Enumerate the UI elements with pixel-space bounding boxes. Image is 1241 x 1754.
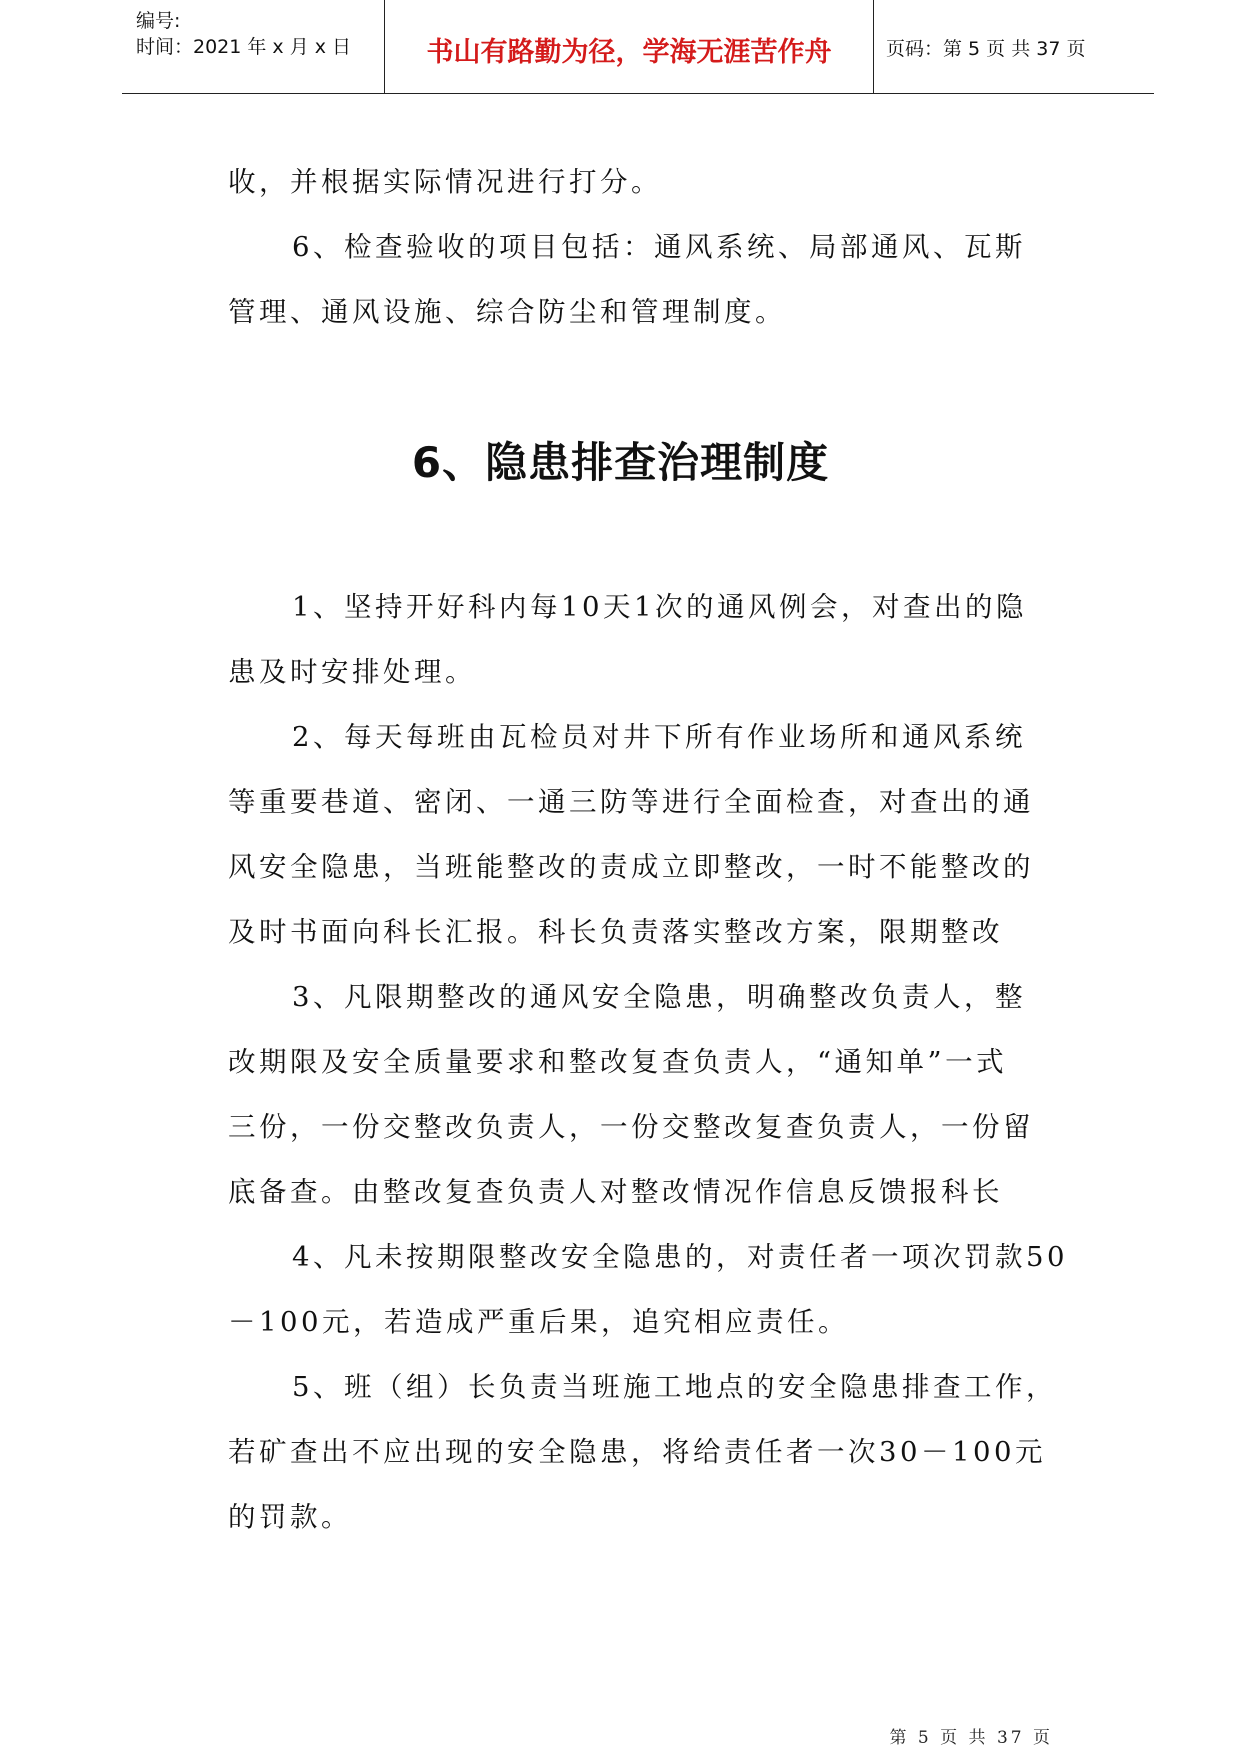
body-line: 6、检查验收的项目包括：通风系统、局部通风、瓦斯 [292, 231, 1026, 263]
body-line: 及时书面向科长汇报。科长负责落实整改方案，限期整改 [228, 916, 1003, 948]
body-line: 底备查。由整改复查负责人对整改情况作信息反馈报科长 [228, 1176, 1003, 1208]
body-line: 的罚款。 [228, 1501, 352, 1533]
header-page-cell [874, 0, 1154, 93]
body-line: 2、每天每班由瓦检员对井下所有作业场所和通风系统 [292, 721, 1026, 753]
body-line: 3、凡限期整改的通风安全隐患，明确整改负责人，整 [292, 981, 1026, 1013]
body-line: 收，并根据实际情况进行打分。 [228, 166, 662, 198]
document-date-label: 时间：2021 年 x 月 x 日 [136, 36, 352, 58]
body-line: 改期限及安全质量要求和整改复查负责人，“通知单”一式 [228, 1046, 1008, 1078]
body-line: 若矿查出不应出现的安全隐患，将给责任者一次30－100元 [228, 1436, 1046, 1468]
body-line: 患及时安排处理。 [228, 656, 476, 688]
header-motto-cell [385, 0, 874, 93]
body-line: 5、班（组）长负责当班施工地点的安全隐患排查工作， [292, 1371, 1057, 1403]
body-line: －100元，若造成严重后果，追究相应责任。 [228, 1306, 849, 1338]
body-line: 4、凡未按期限整改安全隐患的，对责任者一项次罚款50 [292, 1241, 1068, 1273]
body-line: 等重要巷道、密闭、一通三防等进行全面检查，对查出的通 [228, 786, 1034, 818]
header-motto: 书山有路勤为径，学海无涯苦作舟 [426, 37, 832, 68]
body-line: 风安全隐患，当班能整改的责成立即整改，一时不能整改的 [228, 851, 1034, 883]
body-line: 1、坚持开好科内每10天1次的通风例会，对查出的隐 [292, 591, 1027, 623]
section-title: 6、隐患排查治理制度 [411, 438, 830, 487]
header-page-number: 页码：第 5 页 共 37 页 [886, 38, 1086, 60]
body-line: 管理、通风设施、综合防尘和管理制度。 [228, 296, 786, 328]
header-info-cell [122, 0, 385, 93]
document-number-label: 编号: [136, 10, 181, 32]
body-line: 三份，一份交整改负责人，一份交整改复查负责人，一份留 [228, 1111, 1034, 1143]
page-header [122, 0, 1154, 94]
page-footer-number: 第 5 页 共 37 页 [889, 1728, 1053, 1748]
